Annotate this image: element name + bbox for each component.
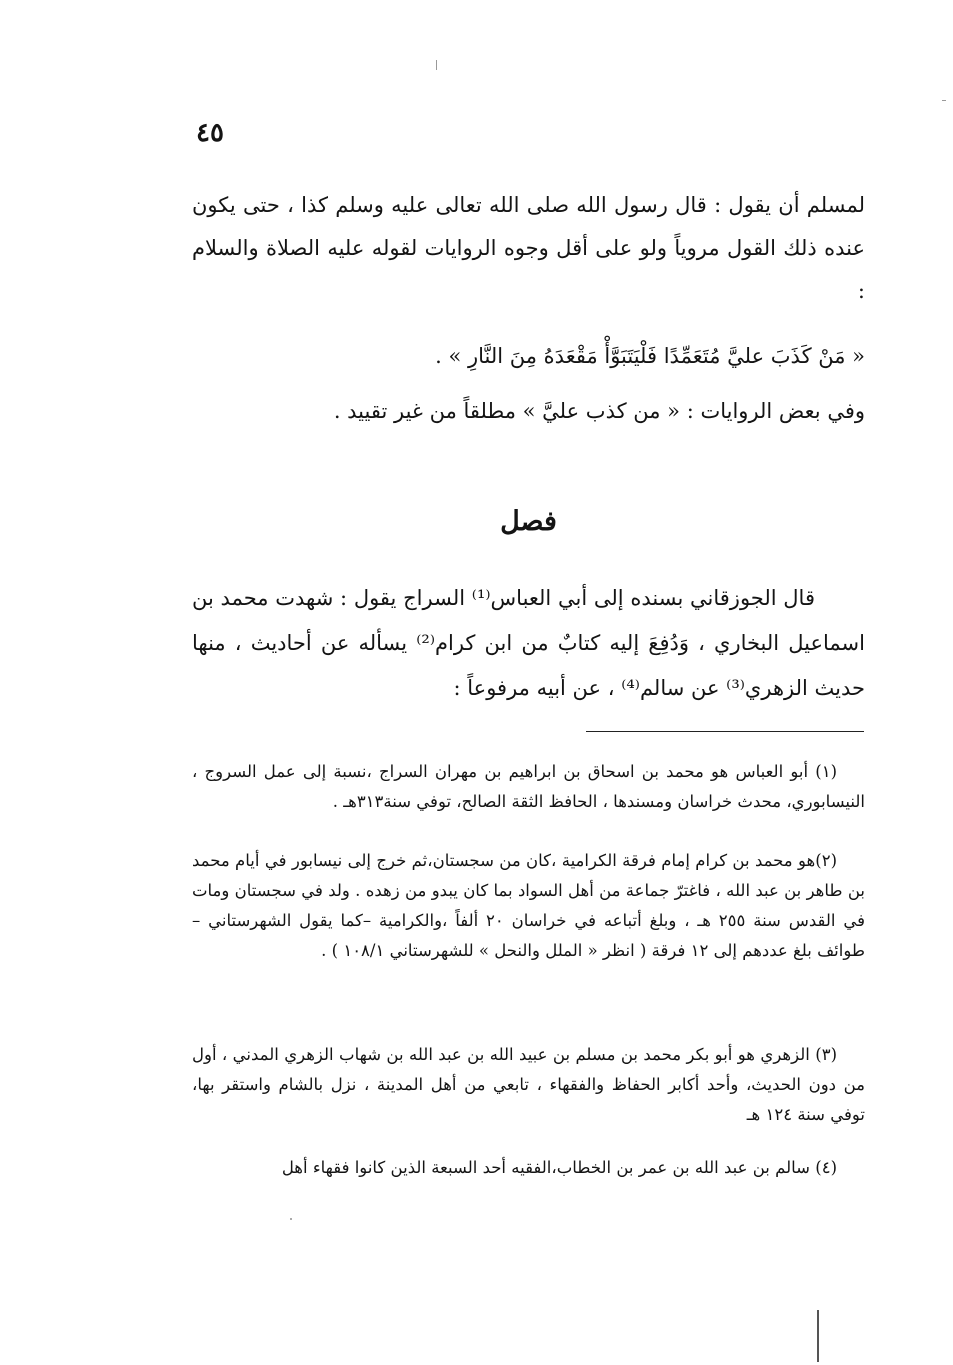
page-number: ٤٥ <box>196 118 224 148</box>
footnote-2: (٢)هو محمد بن كرام إمام فرقة الكرامية ،كان من سجستان،ثم خرج إلى نيسابور في أيام محمد بن طاهر بن عبد الله ، فاغترّ جماعة من أهل السواد بما كان يبدو من زهده . ولد في سجستان ومات في القدس سنة ٢٥٥ هـ ، وبلغ أتباعه في خراسان ٢٠ ألفاً ،والكرامية –كما يقول الشهرستاني – طوائف بلغ عددهم إلى ١٢ فرقة ( انظر « الملل والنحل » للشهرستاني ١٠٨/١ ) . <box>192 851 865 960</box>
scan-artifact-dot <box>290 1218 292 1220</box>
body-paragraph-3: قال الجوزقاني بسنده إلى أبي العباس⁽¹⁾ السراج يقول : شهدت محمد بن اسماعيل البخاري ، وَدُفِعَ إليه كتابٌ من ابن كرام⁽²⁾ يسأله عن أحاديث ، منها حديث الزهري⁽³⁾ عن سالم⁽⁴⁾ ، عن أبيه مرفوعاً : <box>192 586 865 700</box>
body-paragraph-2: وفي بعض الروايات : « من كذب عليَّ » مطلقاً من غير تقييد . <box>333 399 865 423</box>
hadith-quote: « مَنْ كَذَبَ عليَّ مُتَعَمِّدًا فَلْيَتَبَوَّأْ مَقْعَدَهُ مِنَ النَّارِ » . <box>435 344 865 368</box>
scan-artifact-right <box>942 100 946 101</box>
footnote-4: (٤) سالم بن عبد الله بن عمر بن الخطاب،الفقيه أحد السبعة الذين كانوا فقهاء أهل <box>281 1158 837 1177</box>
scan-artifact-top <box>436 60 437 70</box>
scan-artifact-bottom-line <box>817 1310 819 1362</box>
footnote-divider <box>586 731 864 732</box>
footnote-1: (١) أبو العباس هو محمد بن اسحاق بن ابراهيم بن مهران السراج ،نسبة إلى عمل السروج ، النيسابوري، محدث خراسان ومسندها ، الحافظ الثقة الصالح، توفي سنة٣١٣هـ . <box>192 762 865 811</box>
footnote-3: (٣) الزهري هو أبو بكر محمد بن مسلم بن عبيد الله بن عبد الله بن شهاب الزهري المدني ، أول من دون الحديث، وأحد أكابر الحفاظ والفقهاء ، تابعي من أهل المدينة ، نزل بالشام واستقر بها، توفي سنة ١٢٤ هـ <box>192 1045 865 1124</box>
section-heading: فصل <box>500 506 557 537</box>
body-paragraph-1: لمسلم أن يقول : قال رسول الله صلى الله تعالى عليه وسلم كذا ، حتى يكون عنده ذلك القول مروياً ولو على أقل وجوه الروايات لقوله عليه الصلاة والسلام : <box>192 193 865 303</box>
